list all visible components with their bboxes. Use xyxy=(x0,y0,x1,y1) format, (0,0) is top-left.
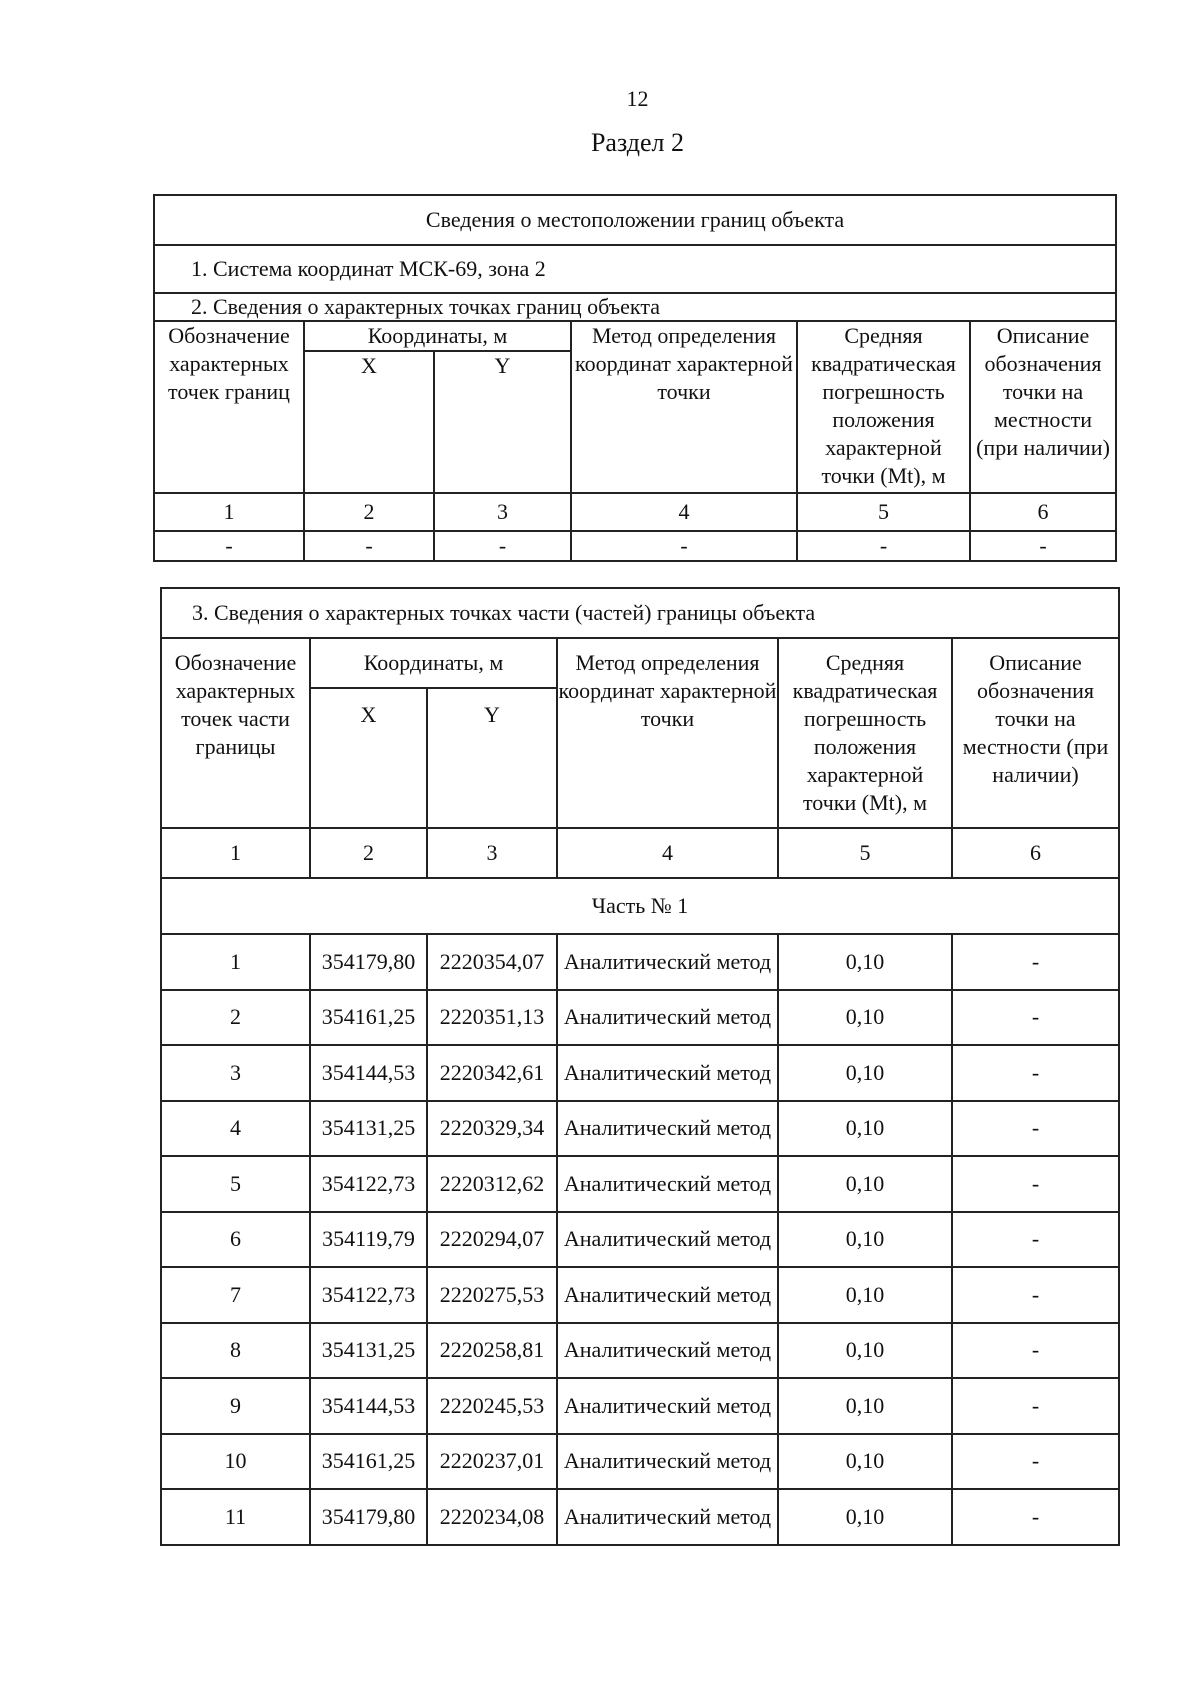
method-cell: Аналитический метод xyxy=(557,1489,778,1545)
empty-cell: - xyxy=(571,531,797,561)
mt-cell: 0,10 xyxy=(778,1489,952,1545)
x-coord-cell: 354131,25 xyxy=(310,1323,427,1379)
col-number: 6 xyxy=(952,828,1119,878)
table2-caption: 3. Сведения о характерных точках части (частей) границы объекта xyxy=(161,588,1119,638)
col-number: 5 xyxy=(797,493,970,531)
y-coord-cell: 2220351,13 xyxy=(427,990,557,1046)
header-x: X xyxy=(310,688,427,828)
description-cell: - xyxy=(952,1101,1119,1157)
method-cell: Аналитический метод xyxy=(557,1101,778,1157)
x-coord-cell: 354122,73 xyxy=(310,1156,427,1212)
method-cell: Аналитический метод xyxy=(557,1267,778,1323)
header-y: Y xyxy=(427,688,557,828)
table-row xyxy=(161,1156,1119,1212)
col-number: 2 xyxy=(304,493,434,531)
header-description: Описание обозначения точки на местности (при наличии) xyxy=(970,321,1116,493)
mt-cell: 0,10 xyxy=(778,990,952,1046)
description-cell: - xyxy=(952,1212,1119,1268)
method-cell: Аналитический метод xyxy=(557,1434,778,1490)
header-coords: Координаты, м xyxy=(304,321,571,351)
col-number: 2 xyxy=(310,828,427,878)
empty-cell: - xyxy=(797,531,970,561)
header-coords: Координаты, м xyxy=(310,638,557,688)
x-coord-cell: 354131,25 xyxy=(310,1101,427,1157)
point-number-cell: 11 xyxy=(161,1489,310,1545)
y-coord-cell: 2220234,08 xyxy=(427,1489,557,1545)
x-coord-cell: 354144,53 xyxy=(310,1045,427,1101)
table-row xyxy=(161,1489,1119,1545)
boundary-location-table xyxy=(153,194,1117,562)
header-error: Средняя квадратическая погрешность положения характерной точки (Mt), м xyxy=(797,321,970,493)
point-number-cell: 5 xyxy=(161,1156,310,1212)
header-designation: Обозначение характерных точек границ xyxy=(154,321,304,493)
y-coord-cell: 2220312,62 xyxy=(427,1156,557,1212)
y-coord-cell: 2220342,61 xyxy=(427,1045,557,1101)
x-coord-cell: 354179,80 xyxy=(310,934,427,990)
description-cell: - xyxy=(952,1489,1119,1545)
y-coord-cell: 2220354,07 xyxy=(427,934,557,990)
part-boundary-table xyxy=(160,587,1120,1546)
mt-cell: 0,10 xyxy=(778,1323,952,1379)
empty-cell: - xyxy=(304,531,434,561)
table2-rows xyxy=(161,934,1119,1545)
point-number-cell: 1 xyxy=(161,934,310,990)
col-number: 1 xyxy=(154,493,304,531)
point-number-cell: 3 xyxy=(161,1045,310,1101)
header-designation: Обозначение характерных точек части границы xyxy=(161,638,310,828)
col-number: 5 xyxy=(778,828,952,878)
table-row xyxy=(161,1212,1119,1268)
mt-cell: 0,10 xyxy=(778,934,952,990)
header-method: Метод определения координат характерной точки xyxy=(557,638,778,828)
description-cell: - xyxy=(952,1378,1119,1434)
col-number: 1 xyxy=(161,828,310,878)
y-coord-cell: 2220275,53 xyxy=(427,1267,557,1323)
mt-cell: 0,10 xyxy=(778,1267,952,1323)
header-x: X xyxy=(304,351,434,493)
part-label: Часть № 1 xyxy=(161,878,1119,934)
method-cell: Аналитический метод xyxy=(557,1378,778,1434)
mt-cell: 0,10 xyxy=(778,1045,952,1101)
point-number-cell: 2 xyxy=(161,990,310,1046)
table-row xyxy=(161,990,1119,1046)
table-row xyxy=(161,1323,1119,1379)
col-number: 4 xyxy=(571,493,797,531)
table-row xyxy=(161,1434,1119,1490)
y-coord-cell: 2220294,07 xyxy=(427,1212,557,1268)
point-number-cell: 4 xyxy=(161,1101,310,1157)
table-row xyxy=(161,1045,1119,1101)
description-cell: - xyxy=(952,934,1119,990)
method-cell: Аналитический метод xyxy=(557,934,778,990)
x-coord-cell: 354161,25 xyxy=(310,990,427,1046)
col-number: 3 xyxy=(427,828,557,878)
mt-cell: 0,10 xyxy=(778,1212,952,1268)
description-cell: - xyxy=(952,1267,1119,1323)
point-number-cell: 9 xyxy=(161,1378,310,1434)
y-coord-cell: 2220258,81 xyxy=(427,1323,557,1379)
y-coord-cell: 2220245,53 xyxy=(427,1378,557,1434)
point-number-cell: 7 xyxy=(161,1267,310,1323)
description-cell: - xyxy=(952,990,1119,1046)
header-error: Средняя квадратическая погрешность положения характерной точки (Mt), м xyxy=(778,638,952,828)
table1-caption: Сведения о местоположении границ объекта xyxy=(154,195,1116,245)
y-coord-cell: 2220237,01 xyxy=(427,1434,557,1490)
table-row xyxy=(161,1101,1119,1157)
x-coord-cell: 354119,79 xyxy=(310,1212,427,1268)
description-cell: - xyxy=(952,1323,1119,1379)
method-cell: Аналитический метод xyxy=(557,1323,778,1379)
method-cell: Аналитический метод xyxy=(557,990,778,1046)
method-cell: Аналитический метод xyxy=(557,1156,778,1212)
x-coord-cell: 354161,25 xyxy=(310,1434,427,1490)
col-number: 4 xyxy=(557,828,778,878)
description-cell: - xyxy=(952,1156,1119,1212)
table-row xyxy=(161,1267,1119,1323)
x-coord-cell: 354144,53 xyxy=(310,1378,427,1434)
mt-cell: 0,10 xyxy=(778,1156,952,1212)
method-cell: Аналитический метод xyxy=(557,1212,778,1268)
header-method: Метод определения координат характерной точки xyxy=(571,321,797,493)
header-description: Описание обозначения точки на местности (при наличии) xyxy=(952,638,1119,828)
table-row xyxy=(161,1378,1119,1434)
empty-cell: - xyxy=(434,531,571,561)
y-coord-cell: 2220329,34 xyxy=(427,1101,557,1157)
empty-cell: - xyxy=(970,531,1116,561)
method-cell: Аналитический метод xyxy=(557,1045,778,1101)
table-row xyxy=(161,934,1119,990)
point-number-cell: 6 xyxy=(161,1212,310,1268)
mt-cell: 0,10 xyxy=(778,1101,952,1157)
col-number: 3 xyxy=(434,493,571,531)
description-cell: - xyxy=(952,1434,1119,1490)
mt-cell: 0,10 xyxy=(778,1378,952,1434)
point-number-cell: 10 xyxy=(161,1434,310,1490)
page-number: 12 xyxy=(626,86,649,111)
coordinate-system: 1. Система координат МСК-69, зона 2 xyxy=(154,245,1116,293)
col-number: 6 xyxy=(970,493,1116,531)
x-coord-cell: 354179,80 xyxy=(310,1489,427,1545)
description-cell: - xyxy=(952,1045,1119,1101)
mt-cell: 0,10 xyxy=(778,1434,952,1490)
table1-points-heading: 2. Сведения о характерных точках границ объекта xyxy=(154,293,1116,321)
x-coord-cell: 354122,73 xyxy=(310,1267,427,1323)
empty-cell: - xyxy=(154,531,304,561)
header-y: Y xyxy=(434,351,571,493)
section-title: Раздел 2 xyxy=(590,128,685,157)
point-number-cell: 8 xyxy=(161,1323,310,1379)
